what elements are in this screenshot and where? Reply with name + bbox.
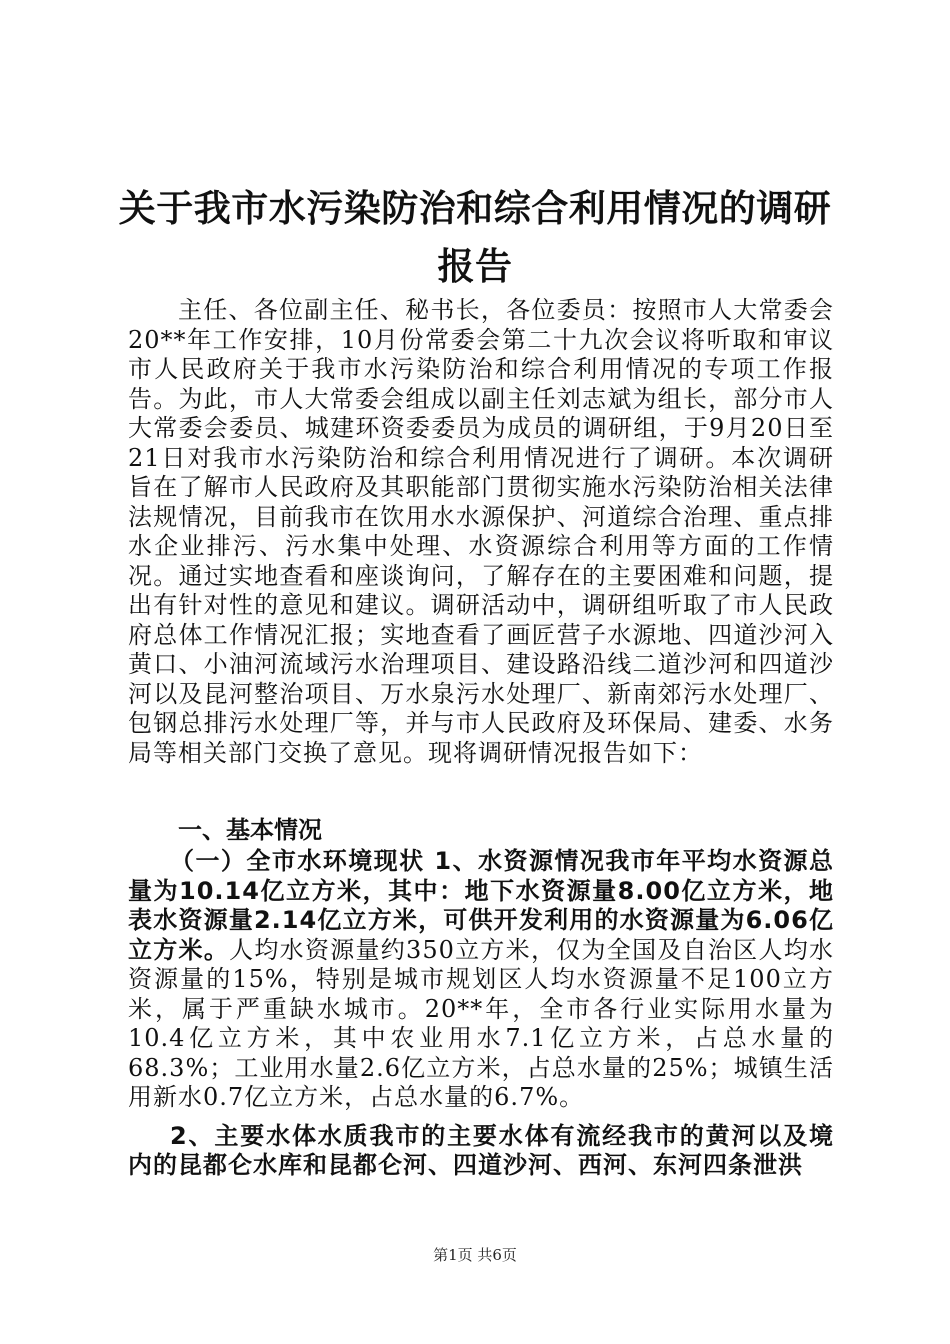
section-1-text [128, 847, 834, 1113]
intro-text: 主任、各位副主任、秘书长，各位委员：按照市人大常委会20**年工作安排，10月份常委会第二十九次会议将听取和审议市人民政府关于我市水污染防治和综合利用情况的专项工作报告。为此，市人大常委会组成以副主任刘志斌为组长，部分市人大常委会委员、城建环资委委员为成员的调研组，于9月20日至21日对我市水污染防治和综合利用情况进行了调研。本次调研旨在了解市人民政府及其职能部门贯彻实施水污染防治相关法律法规情况，目前我市在饮用水水源保护、河道综合治理、重点排水企业排污、污水集中处理、水资源综合利用等方面的工作情况。通过实地查看和座谈询问，了解存在的主要困难和问题，提出有针对性的意见和建议。调研活动中，调研组听取了市人民政府总体工作情况汇报；实地查看了画匠营子水源地、四道沙河入黄口、小油河流域污水治理项目、建设路沿线二道沙河和四道沙河以及昆河整治项目、万水泉污水处理厂、新南郊污水处理厂、包钢总排污水处理厂等，并与市人民政府及环保局、建委、水务局等相关部门交换了意见。现将调研情况报告如下： [128, 296, 834, 767]
section-2-text: 2、主要水体水质我市的主要水体有流经我市的黄河以及境内的昆都仑水库和昆都仑河、四道沙河、西河、东河四条泄洪 [128, 1122, 834, 1179]
section-1-paragraph [128, 847, 834, 1113]
intro-paragraph [128, 296, 834, 768]
section-1-bold-text: （一）全市水环境现状 1、水资源情况我市年平均水资源总量为10.14亿立方米，其中：地下水资源量8.00亿立方米，地表水资源量2.14亿立方米，可供开发利用的水资源量为6.06亿立方米。 [128, 847, 834, 964]
section-2-paragraph [128, 1122, 834, 1180]
section-1-normal-text: 人均水资源量约350立方米，仅为全国及自治区人均水资源量的15%，特别是城市规划区人均水资源量不足100立方米，属于严重缺水城市。20**年，全市各行业实际用水量为10.4亿立方米，其中农业用水7.1亿立方米，占总水量的68.3%；工业用水量2.6亿立方米，占总水量的25%；城镇生活用新水0.7亿立方米，占总水量的6.7%。 [128, 935, 834, 1111]
section-heading-basic-situation: 一、基本情况 [178, 816, 322, 844]
page-footer: 第1页 共6页 [433, 1246, 517, 1264]
document-title: 关于我市水污染防治和综合利用情况的调研报告 [118, 187, 832, 288]
